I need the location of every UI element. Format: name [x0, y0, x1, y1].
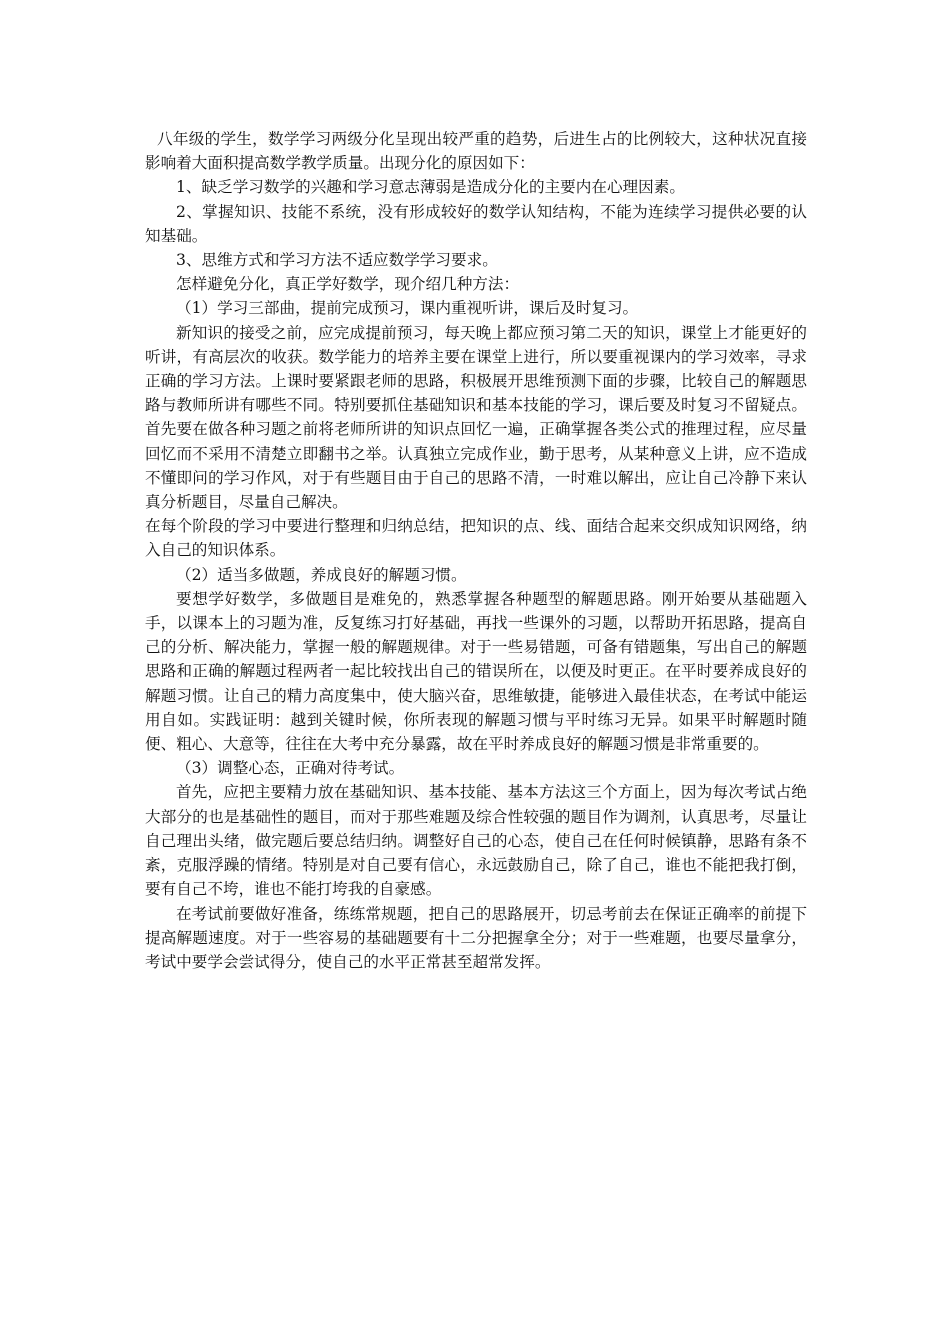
cause-item-2: 2、掌握知识、技能不系统，没有形成较好的数学认知结构，不能为连续学习提供必要的认知基础。 [145, 202, 807, 245]
cause-item-3: 3、思维方式和学习方法不适应数学学习要求。 [176, 251, 498, 270]
method-2-body: 要想学好数学，多做题目是难免的，熟悉掌握各种题型的解题思路。刚开始要从基础题入手，以课本上的习题为准，反复练习打好基础，再找一些课外的习题，以帮助开拓思路，提高自己的分析、解决能力，掌握一般的解题规律。对于一些易错题，可备有错题集，写出自己的解题思路和正确的解题过程两者一起比较找出自己的错误所在，以便及时更正。在平时要养成良好的解题习惯。让自己的精力高度集中，使大脑兴奋，思维敏捷，能够进入最佳状态，在考试中能运用自如。实践证明：越到关键时候，你所表现的解题习惯与平时练习无异。如果平时解题时随便、粗心、大意等，往往在大考中充分暴露，故在平时养成良好的解题习惯是非常重要的。 [145, 589, 807, 754]
method-2-heading: （2）适当多做题，养成良好的解题习惯。 [176, 565, 467, 584]
method-3-heading: （3）调整心态，正确对待考试。 [176, 759, 405, 778]
intro-paragraph: 八年级的学生，数学学习两级分化呈现出较严重的趋势，后进生占的比例较大，这种状况直接影响着大面积提高数学教学质量。出现分化的原因如下： [145, 130, 807, 173]
method-1-body: 新知识的接受之前，应完成提前预习，每天晚上都应预习第二天的知识，课堂上才能更好的听讲，有高层次的收获。数学能力的培养主要在课堂上进行，所以要重视课内的学习效率，寻求正确的学习方法。上课时要紧跟老师的思路，积极展开思维预测下面的步骤，比较自己的解题思路与教师所讲有哪些不同。特别要抓住基础知识和基本技能的学习，课后要及时复习不留疑点。首先要在做各种习题之前将老师所讲的知识点回忆一遍，正确掌握各类公式的推理过程，应尽量回忆而不采用不清楚立即翻书之举。认真独立完成作业，勤于思考，从某种意义上讲，应不造成不懂即问的学习作风，对于有些题目由于自己的思路不清，一时难以解出，应让自己冷静下来认真分析题目，尽量自己解决。 [145, 323, 807, 512]
method-1-summary: 在每个阶段的学习中要进行整理和归纳总结，把知识的点、线、面结合起来交织成知识网络，纳入自己的知识体系。 [145, 517, 807, 560]
method-1-heading: （1）学习三部曲，提前完成预习，课内重视听讲，课后及时复习。 [176, 299, 639, 318]
cause-item-1: 1、缺乏学习数学的兴趣和学习意志薄弱是造成分化的主要内在心理因素。 [176, 178, 685, 197]
document-body [145, 127, 807, 974]
method-3-body: 首先，应把主要精力放在基础知识、基本技能、基本方法这三个方面上，因为每次考试占绝大部分的也是基础性的题目，而对于那些难题及综合性较强的题目作为调剂，认真思考，尽量让自己理出头绪，做完题后要总结归纳。调整好自己的心态，使自己在任何时候镇静，思路有条不紊，克服浮躁的情绪。特别是对自己要有信心，永远鼓励自己，除了自己，谁也不能把我打倒，要有自己不垮，谁也不能打垮我的自豪感。 [145, 783, 807, 899]
exam-prep-paragraph: 在考试前要做好准备，练练常规题，把自己的思路展开，切忌考前去在保证正确率的前提下提高解题速度。对于一些容易的基础题要有十二分把握拿全分；对于一些难题，也要尽量拿分，考试中要学会尝试得分，使自己的水平正常甚至超常发挥。 [145, 904, 807, 971]
methods-intro: 怎样避免分化，真正学好数学，现介绍几种方法： [176, 275, 520, 294]
